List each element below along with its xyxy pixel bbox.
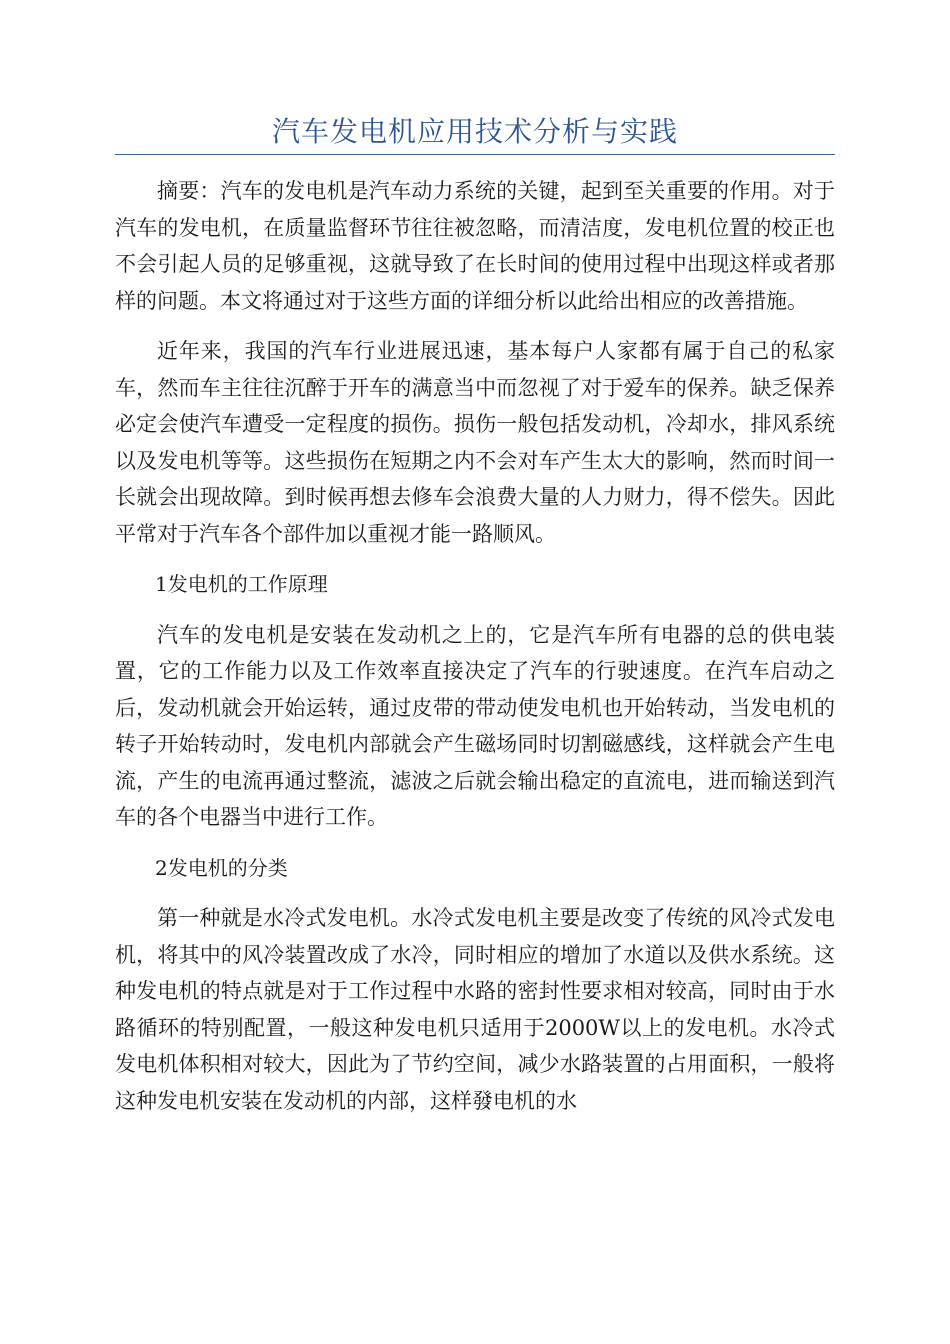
section-2-paragraph: 第一种就是水冷式发电机。水冷式发电机主要是改变了传统的风冷式发电机，将其中的风冷装置改成了水冷，同时相应的增加了水道以及供水系统。这种发电机的特点就是对于工作过程中水路的密封性要求相对较高，同时由于水路循环的特别配置，一般这种发电机只适用于2000W以上的发电机。水冷式发电机体积相对较大，因此为了节约空间，减少水路装置的占用面积，一般将这种发电机安装在发动机的内部，这样發电机的水	[115, 906, 835, 1113]
section-1-paragraph: 汽车的发电机是安装在发动机之上的，它是汽车所有电器的总的供电装置，它的工作能力以及工作效率直接决定了汽车的行驶速度。在汽车启动之后，发动机就会开始运转，通过皮带的带动使发电机也开始转动，当发电机的转子开始转动时，发电机内部就会产生磁场同时切割磁感线，这样就会产生电流，产生的电流再通过整流，滤波之后就会输出稳定的直流电，进而输送到汽车的各个电器当中进行工作。	[115, 622, 835, 829]
intro-paragraph: 近年来，我国的汽车行业进展迅速，基本每户人家都有属于自己的私家车，然而车主往往沉醉于开车的满意当中而忽视了对于爱车的保养。缺乏保养必定会使汽车遭受一定程度的损伤。损伤一般包括发动机，冷却水，排风系统以及发电机等等。这些损伤在短期之内不会对车产生太大的影响，然而时间一长就会出现故障。到时候再想去修车会浪费大量的人力财力，得不偿失。因此平常对于汽车各个部件加以重视才能一路顺风。	[115, 339, 835, 546]
document-body	[115, 173, 835, 1133]
title-underline	[115, 154, 835, 155]
section-heading-2: 2发电机的分类	[155, 855, 288, 880]
section-heading-1: 1发电机的工作原理	[155, 572, 328, 596]
document-title: 汽车发电机应用技术分析与实践	[271, 115, 678, 148]
abstract-paragraph: 摘要：汽车的发电机是汽车动力系统的关键，起到至关重要的作用。对于汽车的发电机，在质量监督环节往往被忽略，而清洁度，发电机位置的校正也不会引起人员的足够重视，这就导致了在长时间的使用过程中出现这样或者那样的问题。本文将通过对于这些方面的详细分析以此给出相应的改善措施。	[115, 179, 835, 313]
